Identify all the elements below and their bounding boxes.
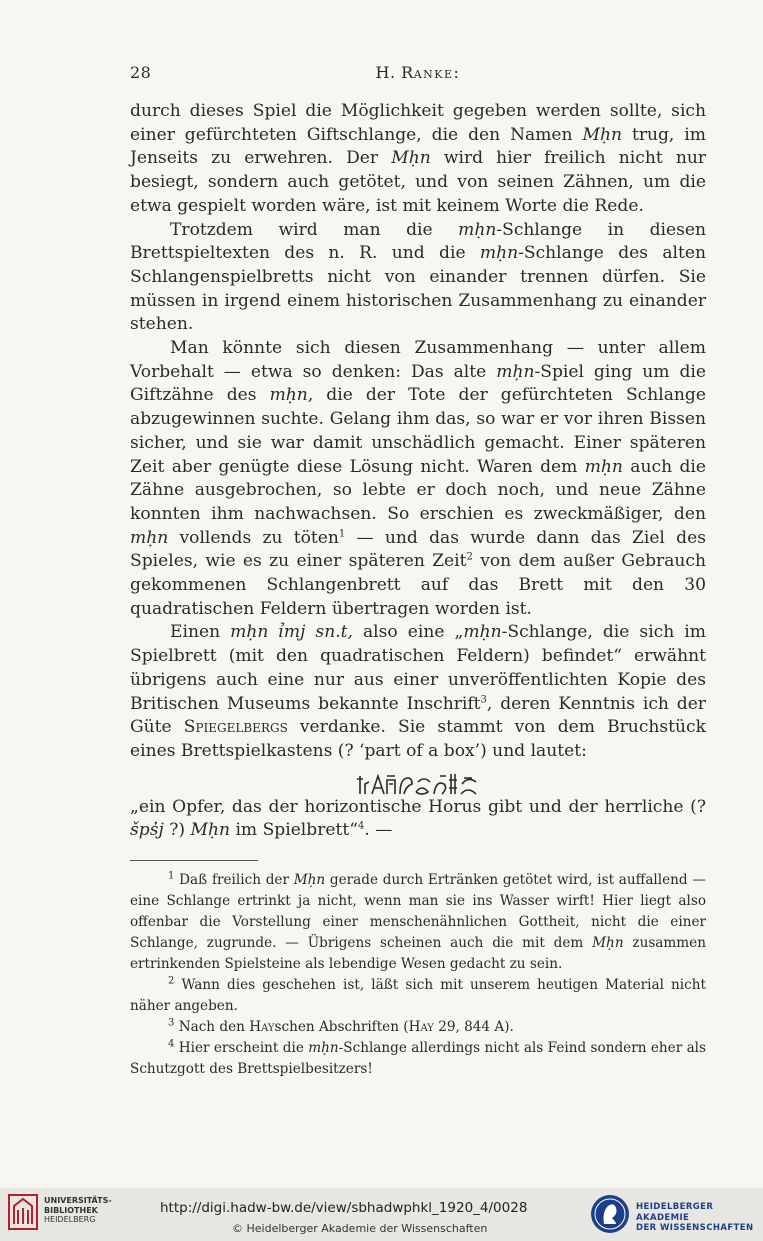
footnote-number: 3 bbox=[168, 1017, 175, 1029]
text-run: gerade durch Ertränken getötet wird, ist auffallend — eine Schlange ertrinkt ja nicht, wenn man sie ins Wasser wirft! Hier liegt also offenbar die Vorstellung einer menschenähnlichen Gottheit, nicht die einer Schlange, zugrunde. — Übrigens scheinen auch die mit dem bbox=[130, 872, 706, 951]
text-run: verdanke. Sie stammt von dem Bruchstück eines Brettspielkastens (? ‘part of a box’) und lautet: bbox=[130, 717, 706, 761]
text-run: Nach den bbox=[174, 1019, 250, 1035]
text-run: von dem außer Gebrauch gekommenen Schlangenbrett auf das Brett mit den 30 quadratischen Feldern übertragen worden ist. bbox=[130, 551, 706, 619]
text-run: Trotzdem wird man die bbox=[170, 219, 459, 240]
italic-term: šps̓j bbox=[130, 820, 164, 841]
footnote-rule bbox=[130, 860, 258, 861]
hieroglyph-inscription bbox=[130, 768, 706, 796]
paragraph-3 bbox=[130, 337, 706, 621]
text-run: Man könnte sich diesen Zusammenhang — unter allem Vorbehalt — etwa so denken: Das alte bbox=[130, 338, 706, 382]
footnote-3 bbox=[130, 1017, 706, 1038]
author-name: Hay bbox=[408, 1019, 434, 1035]
text-run: „ein Opfer, das der horizontische Horus gibt und der herrliche (? bbox=[130, 796, 706, 817]
text-run: zusammen ertrinkenden Spielsteine als lebendige Wesen gedacht zu sein. bbox=[130, 935, 706, 972]
text-run: -Spiel ging um die Giftzähne des bbox=[130, 361, 706, 406]
footnote-number: 2 bbox=[168, 975, 175, 987]
text-run: also eine „ bbox=[352, 622, 464, 643]
text-run: schen Abschriften ( bbox=[274, 1019, 409, 1035]
text-run: auch die Zähne ausgebrochen, so lebte er doch noch, und neue Zähne konnten ihm nachwachsen. So erschien es zweckmäßiger, den bbox=[130, 456, 706, 524]
text-run: 29, 844 A). bbox=[433, 1019, 514, 1035]
library-line: HEIDELBERG bbox=[44, 1215, 96, 1224]
author-name: Spiegelbergs bbox=[183, 717, 288, 738]
viewer-footer bbox=[0, 1188, 763, 1241]
text-run: im Spielbrett“ bbox=[230, 820, 358, 841]
text-run: -Schlange allerdings nicht als Feind sondern eher als Schutzgott des Brettspielbesitzers! bbox=[130, 1040, 707, 1077]
italic-term: mḥn bbox=[496, 361, 535, 382]
text-run: , die der Tote der gefürchteten Schlange abzugewinnen suchte. Gelang ihm das, so war er vor ihren Bissen sicher, und sie war damit unschädlich gemacht. Einer späteren Zeit aber genügte diese Lösung nicht. Waren dem bbox=[130, 385, 706, 477]
italic-term: mḥn bbox=[584, 456, 623, 477]
footnote-ref: 2 bbox=[466, 551, 473, 563]
text-run: -Schlange des alten Schlangenspielbretts nicht von einander trennen dürfen. Sie müssen in irgend einem historischen Zusammenhang zu einander stehen. bbox=[130, 243, 706, 335]
university-library-name bbox=[44, 1196, 112, 1225]
author-name: Hay bbox=[249, 1019, 275, 1035]
italic-term: Mḥn bbox=[190, 820, 231, 841]
footnote-ref: 3 bbox=[480, 693, 487, 705]
hieroglyphs-image bbox=[356, 770, 480, 796]
academy-line: DER WISSENSCHAFTEN bbox=[636, 1223, 754, 1233]
library-line: UNIVERSITÄTS- bbox=[44, 1196, 112, 1205]
page-header bbox=[130, 63, 706, 87]
text-run: Daß freilich der bbox=[174, 872, 294, 888]
italic-term: Mḥn bbox=[582, 124, 623, 145]
text-run: vollends zu töten bbox=[168, 527, 339, 548]
paragraph-4 bbox=[130, 621, 706, 763]
running-head-initial: H. R bbox=[375, 63, 414, 82]
italic-term: Mḥn bbox=[293, 872, 326, 888]
italic-term: Mḥn bbox=[391, 148, 431, 169]
page-number: 28 bbox=[130, 63, 152, 82]
italic-term: mḥn bbox=[269, 385, 308, 406]
text-run: -Schlange in diesen Brettspieltexten des n. R. und die bbox=[130, 219, 707, 264]
text-run: , deren Kenntnis ich der Güte bbox=[130, 693, 706, 738]
library-line: BIBLIOTHEK bbox=[44, 1205, 98, 1215]
italic-term: mḥn bbox=[308, 1040, 339, 1056]
text-run: ?) bbox=[163, 820, 191, 841]
text-run: durch dieses Spiel die Möglichkeit gegeben werden sollte, sich einer gefürchteten Giftschlange, die den Namen bbox=[130, 101, 706, 145]
footnote-2 bbox=[130, 975, 706, 1017]
text-run: . — bbox=[364, 820, 393, 841]
italic-term: mḥn bbox=[463, 622, 502, 643]
main-text bbox=[130, 100, 706, 843]
footnote-number: 4 bbox=[168, 1038, 175, 1050]
italic-term: mḥn bbox=[479, 243, 519, 264]
text-run: wird hier freilich nicht nur besiegt, sondern auch getötet, und von seinen Zähnen, um die etwa gespielt worden wäre, ist mit keinem Worte die Rede. bbox=[130, 148, 707, 216]
text-run: Einen bbox=[170, 622, 231, 643]
running-head bbox=[130, 63, 706, 82]
text-run: trug, im Jenseits zu erwehren. Der bbox=[130, 124, 706, 169]
academy-line: HEIDELBERGER AKADEMIE bbox=[636, 1202, 714, 1223]
footnotes bbox=[130, 870, 706, 1080]
copyright-notice: © Heidelberger Akademie der Wissenschaften bbox=[232, 1222, 488, 1235]
footnote-4 bbox=[130, 1038, 706, 1080]
footnote-number: 1 bbox=[168, 870, 175, 882]
footnote-ref: 4 bbox=[357, 820, 365, 832]
academy-name bbox=[636, 1202, 763, 1234]
paragraph-2 bbox=[130, 219, 706, 338]
university-library-logo-icon[interactable] bbox=[8, 1194, 38, 1230]
text-run: — und das wurde dann das Ziel des Spieles, wie es zu einer späteren Zeit bbox=[130, 527, 706, 572]
italic-term: mḥn bbox=[458, 219, 497, 240]
text-run: Wann dies geschehen ist, läßt sich mit unserem heutigen Material nicht näher angeben. bbox=[130, 977, 706, 1014]
italic-term: mḥn ỉmj sn.t, bbox=[230, 622, 353, 643]
footnote-ref: 1 bbox=[338, 527, 346, 539]
running-head-rest: anke: bbox=[413, 63, 461, 82]
text-run: -Schlange, die sich im Spielbrett (mit den quadratischen Feldern) befindet“ erwähnt übrigens auch eine nur aus einer unveröffentlichten Kopie des Britischen Museums bekannte Inschrift bbox=[130, 622, 706, 714]
italic-term: Mḥn bbox=[592, 935, 624, 951]
academy-seal-icon[interactable] bbox=[590, 1192, 630, 1236]
footnote-1 bbox=[130, 870, 706, 975]
paragraph-5 bbox=[130, 796, 706, 843]
italic-term: mḥn bbox=[130, 527, 169, 548]
text-run: Hier erscheint die bbox=[174, 1040, 309, 1056]
paragraph-1 bbox=[130, 100, 706, 219]
permalink-url[interactable]: http://digi.hadw-bw.de/view/sbhadwphkl_1920_4/0028 bbox=[160, 1200, 528, 1216]
